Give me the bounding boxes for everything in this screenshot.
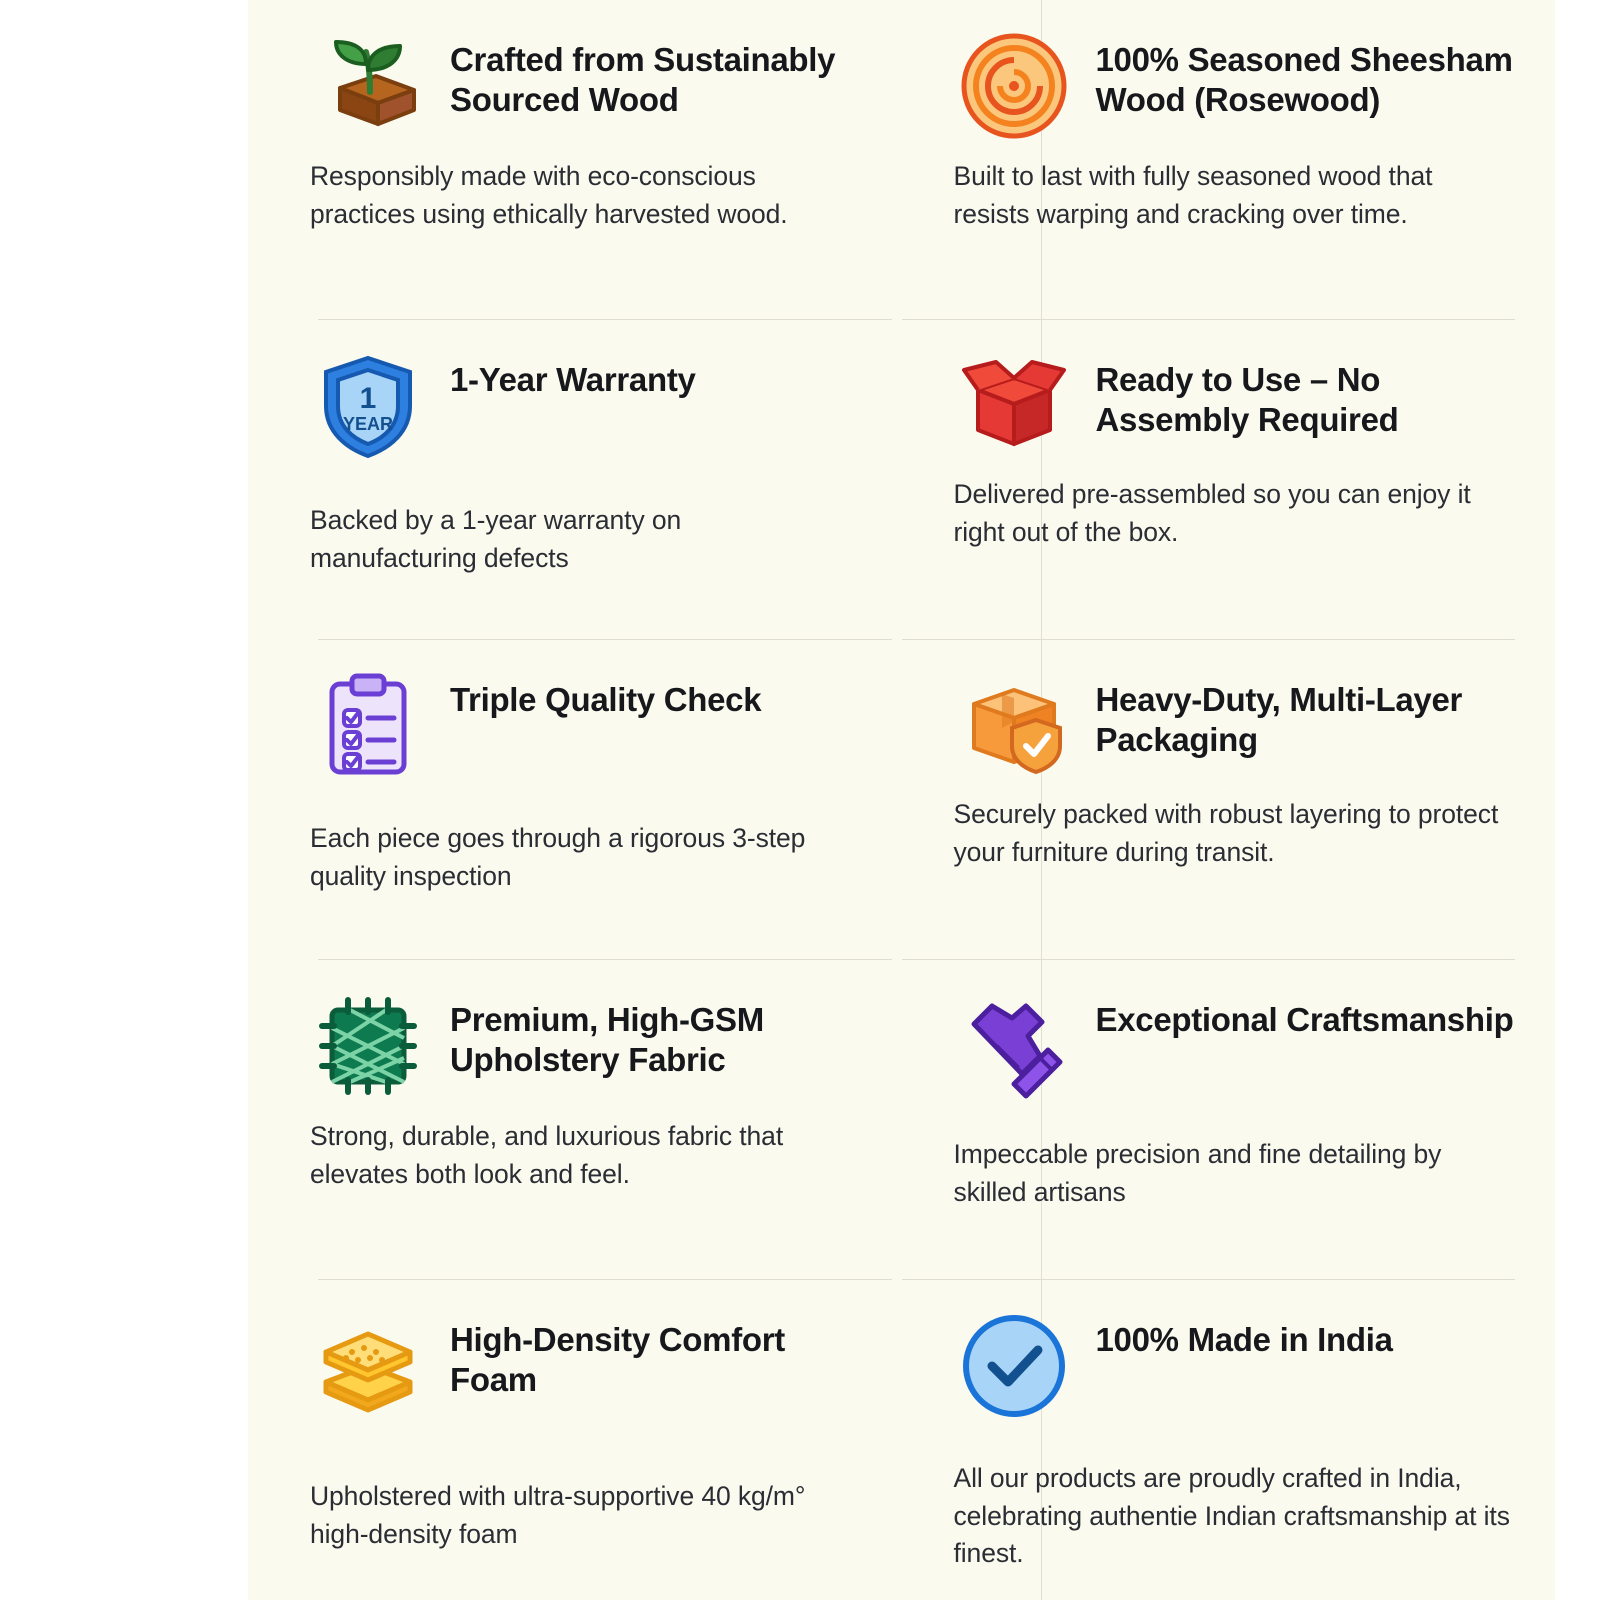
open-box-icon xyxy=(954,346,1074,466)
wood-grain-spiral-icon xyxy=(954,26,1074,146)
right-margin-band xyxy=(1555,0,1600,1600)
feature-title: High-Density Comfort Foam xyxy=(450,1321,785,1399)
feature-card xyxy=(902,640,1556,960)
feature-header xyxy=(954,986,1516,1106)
check-circle-icon xyxy=(954,1306,1074,1426)
feature-description: Responsibly made with eco-conscious practices using ethically harvested wood. xyxy=(310,161,788,229)
feature-title: 100% Made in India xyxy=(1095,1321,1393,1358)
feature-card xyxy=(902,960,1556,1280)
fabric-swatch-icon xyxy=(308,986,428,1106)
feature-header xyxy=(954,346,1516,466)
feature-title: Triple Quality Check xyxy=(450,681,762,718)
feature-description: Upholstered with ultra-supportive 40 kg/m° high-density foam xyxy=(310,1481,806,1549)
feature-title: 100% Seasoned Sheesham Wood (Rosewood) xyxy=(1095,41,1513,119)
features-grid xyxy=(248,0,1555,1600)
feature-description: Strong, durable, and luxurious fabric that elevates both look and feel. xyxy=(310,1121,784,1189)
feature-description: Each piece goes through a rigorous 3-step quality inspection xyxy=(310,823,806,891)
feature-title: Ready to Use – No Assembly Required xyxy=(1095,361,1399,439)
feature-header xyxy=(954,666,1516,786)
feature-header xyxy=(308,26,844,146)
feature-header xyxy=(308,986,844,1106)
package-shield-icon xyxy=(954,666,1074,786)
feature-card xyxy=(902,320,1556,640)
feature-description: Backed by a 1-year warranty on manufacturing defects xyxy=(310,505,682,573)
feature-description: Built to last with fully seasoned wood that resists warping and cracking over time. xyxy=(953,161,1433,229)
feature-title: 1-Year Warranty xyxy=(450,361,696,398)
feature-description: Impeccable precision and fine detailing by skilled artisans xyxy=(953,1139,1442,1207)
wood-plank-with-leaf-icon xyxy=(308,26,428,146)
feature-card xyxy=(248,320,902,640)
left-margin-band xyxy=(0,0,248,1600)
feature-description: Securely packed with robust layering to protect your furniture during transit. xyxy=(953,799,1499,867)
feature-card xyxy=(248,0,902,320)
feature-title: Exceptional Craftsmanship xyxy=(1095,1001,1514,1038)
feature-title: Premium, High-GSM Upholstery Fabric xyxy=(450,1001,764,1079)
feature-card xyxy=(248,1280,902,1600)
feature-title: Crafted from Sustainably Sourced Wood xyxy=(450,41,836,119)
feature-title: Heavy-Duty, Multi-Layer Packaging xyxy=(1095,681,1463,759)
feature-card xyxy=(248,960,902,1280)
feature-header xyxy=(308,666,844,786)
feature-card xyxy=(902,1280,1556,1600)
feature-header xyxy=(308,346,844,466)
hammer-and-nail-icon xyxy=(954,986,1074,1106)
feature-header xyxy=(308,1306,844,1426)
feature-header xyxy=(954,1306,1516,1426)
feature-card xyxy=(902,0,1556,320)
feature-description: Delivered pre-assembled so you can enjoy it right out of the box. xyxy=(953,479,1471,547)
warranty-badge-number: 1 xyxy=(359,382,377,415)
foam-layers-icon xyxy=(308,1306,428,1426)
feature-header xyxy=(954,26,1516,146)
feature-description: All our products are proudly crafted in India, celebrating authentie Indian craftsmanship at its finest. xyxy=(953,1463,1510,1569)
clipboard-checklist-icon xyxy=(308,666,428,786)
feature-card xyxy=(248,640,902,960)
warranty-badge-label: YEAR xyxy=(342,414,394,434)
shield-warranty-icon xyxy=(308,346,428,466)
